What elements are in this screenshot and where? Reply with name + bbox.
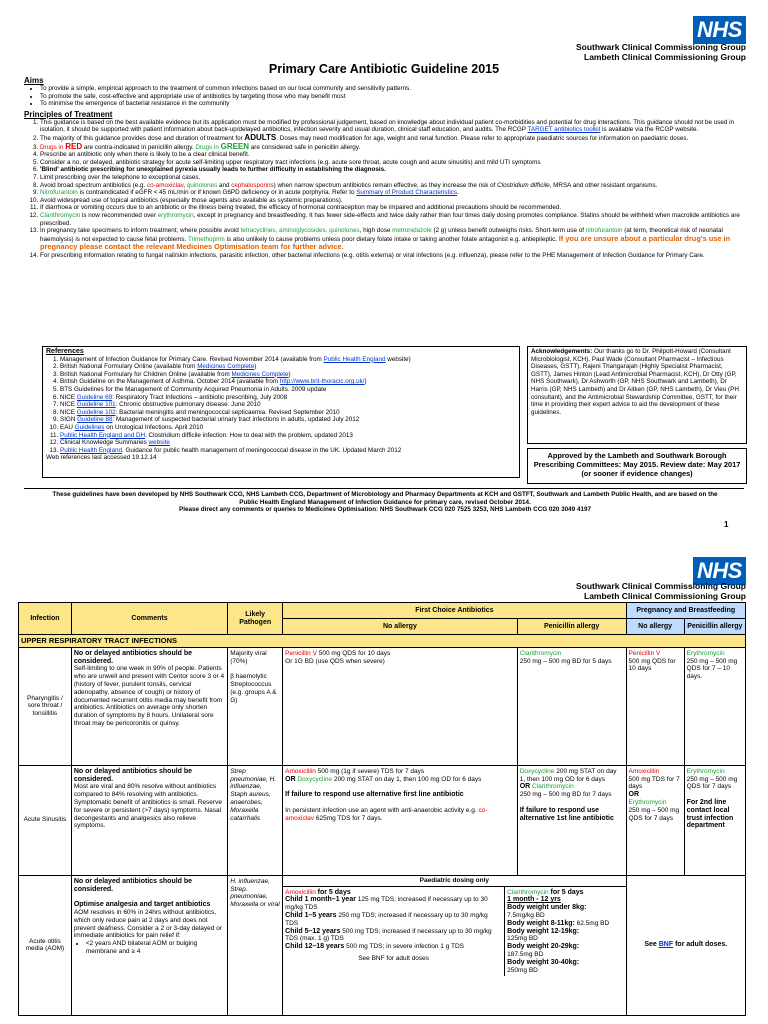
reference-link[interactable]: Guidelines <box>74 423 105 431</box>
reference-link[interactable]: Medicines Complete <box>197 363 255 371</box>
infection-name: Acute Sinusitis <box>19 765 72 875</box>
reference-link[interactable]: Public Health England and DH <box>60 431 146 439</box>
header-comments: Comments <box>71 603 227 635</box>
org-names <box>480 42 746 62</box>
reference-link[interactable]: http://www.brit-thoracic.org.uk/ <box>279 378 365 386</box>
org-names <box>480 581 746 601</box>
reference-item: 13. Public Health England. Guidance for public health management of meningococcal disease in the UK. Updated March 2012 <box>60 447 516 455</box>
page-number: 1 <box>724 520 729 529</box>
references-box <box>42 346 520 478</box>
footer-contact: Please direct any comments or queries to Medicines Optimisation: NHS Southwark CCG 020 7525 3253, NHS Lambeth CCG 020 3049 4197 <box>179 506 591 514</box>
pathogen-cell: H. influenzae, Strep. pneumoniae, Moraxella or viral <box>228 875 283 1015</box>
reference-link[interactable]: Guideline 101 <box>76 401 116 409</box>
pathogen-cell: Majority viral (70%) β haemolytic Streptococcus (e.g. groups A & G) <box>228 647 283 765</box>
nhs-logo: NHS <box>693 557 746 585</box>
reference-item: 1. Management of Infection Guidance for Primary Care. Revised November 2014 (available from Public Health England website) <box>60 356 516 364</box>
table-row <box>19 875 746 1015</box>
references-list <box>46 356 516 455</box>
aim-item: • To minimise the emergence of bacterial resistance in the community <box>40 100 742 108</box>
header-penicillin-allergy: Penicillin allergy <box>517 619 626 635</box>
no-allergy-cell: Amoxicillin 500 mg (1g if severe) TDS for 7 days OR Doxycycline 200 mg STAT on day 1, then 100 mg OD for 6 days If failure to respond use alternative first line antibiotic In persistent infection use an agent with anti-anaerobic activity e.g. co-amoxiclav 625mg TDS for 7 days. <box>283 765 518 875</box>
references-accessed: Web references last accessed 19.12.14 <box>46 454 157 462</box>
principle-5: 5. Consider a no, or delayed, antibiotic strategy for acute self-limiting upper respiratory tract infections (e.g. acute sore throat, acute cough and acute sinusitis) and mild UTI symptoms <box>40 159 742 167</box>
preg-penicillin-allergy-cell: Erythromycin 250 mg – 500 mg QDS for 7 days For 2nd line contact local trust infection department <box>684 765 745 875</box>
reference-item: 3. British National Formulary for Children Online (available from Medicines Complete) <box>60 371 516 379</box>
preg-see-bnf-cell: See BNF for adult doses. <box>626 875 745 1015</box>
document-body <box>24 76 742 259</box>
org-lambeth: Lambeth Clinical Commissioning Group <box>584 52 746 62</box>
reference-item: 4. British Guideline on the Management of Asthma. October 2014 (available from http://www.brit-thoracic.org.uk/) <box>60 378 516 386</box>
penicillin-allergy-cell: Doxycycline 200 mg STAT on day 1, then 100 mg OD for 6 days OR Clarithromycin 250 mg – 500 mg BD for 7 days If failure to respond use alternative 1st line antibiotic <box>517 765 626 875</box>
comments-cell: No or delayed antibiotics should be considered. Self-limiting to one week in 90% of people. Patients who are unwell and present with Centor score 3 or 4 (history of fever, purulent tonsils, cervical adenopathy, absence of cough) or history of documented recurrent otitis media may benefit from antibiotics. Antibiotics on average only shorten duration of symptoms by 8 hours. Unilateral sore throat may be pericoronitis or quinsy. <box>71 647 227 765</box>
reference-item: 5. BTS Guidelines for the Management of Community Acquired Pneumonia in Adults. 2009 update <box>60 386 516 394</box>
principle-1: 1. This guidance is based on the best available evidence but its application must be modified by professional judgement, based on knowledge about individual patient co-morbidities and potential for drug interactions. This guidance should not be used in isolation, it should be supported with patient information about back-up/delayed antibiotics, infection severity and usual duration, clinical staff education, and audits. The RCGP TARGET antibiotics toolkit is available via the RCGP website. <box>40 119 742 134</box>
principles-heading: Principles of Treatment <box>24 109 113 119</box>
nhs-logo: NHS <box>693 16 746 44</box>
pathogen-cell: Strep pneumoniae, H. influenzae, Staph aureus, anaerobes, Moraxella catarrhalis <box>228 765 283 875</box>
penicillin-allergy-cell: Clarithromycin 250 mg – 500 mg BD for 5 days <box>517 647 626 765</box>
header-preg-penicillin-allergy: Penicillin allergy <box>684 619 745 635</box>
reference-item: 2. British National Formulary Online (available from Medicines Complete) <box>60 363 516 371</box>
principle-8: 8. Avoid broad spectrum antibiotics (e.g. co-amoxiclav, quinolones and cephalosporins) when narrow spectrum antibiotics remain effective, as they increase the risk of Clostridium difficile, MRSA and other resistant organisms. <box>40 182 742 190</box>
reference-link[interactable]: Guideline 88 <box>77 416 113 424</box>
reference-item: 6. NICE Guideline 69: Respiratory Tract Infections – antibiotic prescribing, July 2008 <box>60 394 516 402</box>
reference-item: 7. NICE Guideline 101: Chronic obstructive pulmonary disease. June 2010 <box>60 401 516 409</box>
principle-2: 2. The majority of this guidance provides dose and duration of treatment for ADULTS. Doses may need modification for age, weight and renal function. Please refer to appropriate paediatric sources for information on paediatric doses. <box>40 134 742 143</box>
aims-list <box>24 85 742 108</box>
infection-name: Acute otitis media (AOM) <box>19 875 72 1015</box>
references-heading: References <box>46 348 84 355</box>
preg-no-allergy-cell: Amoxicillin 500 mg TDS for 7 days OR Erythromycin 250 mg – 500 mg QDS for 7 days <box>626 765 684 875</box>
principle-3: 3. Drugs in RED are contra-indicated in penicillin allergy. Drugs in GREEN are considered safe in penicillin allergy. <box>40 143 742 152</box>
section-urti: UPPER RESPIRATORY TRACT INFECTIONS <box>19 635 746 648</box>
paediatric-penicillin-allergy: Clarithromycin for 5 days 1 month - 12 yrs Body weight under 8kg: 7.5mg/kg BD Body weight 8-11kg: 62.5mg BD Body weight 12-19kg: 125mg BD Body weight 20-29kg: 187.5mg BD Body weight 30-40kg: 250mg BD <box>507 888 610 974</box>
principle-13: 13. In pregnancy take specimens to inform treatment; where possible avoid tetracyclines, aminoglycosides, quinolones, high dose metronidazole (2 g) unless benefit outweighs risks. Short-term use of nitrofurantoin (at term, theoretical risk of neonatal haemolysis) is not expected to cause fetal problems. Trimethoprim is also unlikely to cause problems unless poor dietary folate intake or taking another folate antagonist e.g. antiepileptic. If you are unsure about a particular drug's use in pregnancy please contact the relevant Medicines Optimisation team for further advice. <box>40 227 742 252</box>
header-pregnancy: Pregnancy and Breastfeeding <box>626 603 745 619</box>
acknowledgements-box <box>527 346 747 444</box>
reference-link[interactable]: website <box>148 439 170 447</box>
antibiotic-table <box>18 602 746 1016</box>
paediatric-label: Paediatric dosing only <box>283 876 625 887</box>
reference-link[interactable]: Guideline 69 <box>76 393 113 401</box>
ack-heading: Acknowledgements: <box>531 348 593 355</box>
principle-14: 14. For prescribing information relating to fungal nail/skin infections, parasitic infection, other bacterial infections (e.g. otitis externa) or viral infections (e.g. influenza), please refer to the PHE Management of Infection Guidance for Primary Care. <box>40 252 742 260</box>
principles-list <box>24 119 742 260</box>
table-row <box>19 765 746 875</box>
infection-name: Pharyngitis / sore throat / tonsillitis <box>19 647 72 765</box>
principle-11: 11. If diarrhoea or vomiting occurs due to an antibiotic or the illness being treated, the efficacy of hormonal contraception may be impaired and additional precautions should be recommended. <box>40 204 742 212</box>
footer <box>50 491 720 514</box>
reference-item: 10. EAU Guidelines on Urological Infections. April 2010 <box>60 424 516 432</box>
target-toolkit-link[interactable]: TARGET antibiotics toolkit <box>527 126 601 134</box>
reference-link[interactable]: Public Health England <box>323 355 386 363</box>
principle-6: 6. 'Blind' antibiotic prescribing for unexplained pyrexia usually leads to further difficulty in establishing the diagnosis. <box>40 166 742 174</box>
aim-item: • To provide a simple, empirical approach to the treatment of common infections based on our local community and sensitivity patterns. <box>40 85 742 93</box>
comments-cell: No or delayed antibiotics should be considered. Most are viral and 80% resolve without antibiotics compared to 84% resolving with antibiotics. Symptomatic benefit of antibiotics is small. Reserve for severe or persistent (>7 days) symptoms. Nasal decongestants and analgesics also relieve symptoms. <box>71 765 227 875</box>
table-row <box>19 647 746 765</box>
page-title: Primary Care Antibiotic Guideline 2015 <box>268 62 500 76</box>
comments-cell: No or delayed antibiotics should be considered. Optimise analgesia and target antibiotics AOM resolves in 60% in 24hrs without antibiotics, which only reduce pain at 2 days and does not prevent deafness. Consider a 2 or 3-day delayed or immediate antibiotics for pain relief if: • <2 years AND bilateral AOM or bulging membrane and ≥ 4 <box>71 875 227 1015</box>
preg-no-allergy-cell: Penicillin V 500 mg QDS for 10 days <box>626 647 684 765</box>
principle-9: 9. Nitrofurantoin is contraindicated if eGFR < 45 mL/min or if known G6PD deficiency or in acute porphyria. Refer to Summary of Product Characteristics. <box>40 189 742 197</box>
paediatric-no-allergy: Amoxicillin for 5 days Child 1 month–1 year 125 mg TDS; increased if necessary up to 30 mg/kg TDS Child 1–5 years 250 mg TDS; increased if necessary up to 30 mg/kg TDS Child 5–12 years 500 mg TDS; increased if necessary up to 30 mg/kg TDS (max. 1 g) TDS Child 12–18 years 500 mg TDS; in severe infection 1 g TDS See BNF for adult doses <box>283 887 505 977</box>
approval-box: Approved by the Lambeth and Southwark Borough Prescribing Committees: May 2015. Review date: May 2017 (or sooner if evidence changes) <box>527 448 747 484</box>
reference-item: 8. NICE Guideline 102: Bacterial meningitis and meningococcal septicaemia. Revised September 2010 <box>60 409 516 417</box>
reference-link[interactable]: Guideline 102 <box>76 408 116 416</box>
principle-10: 10. Avoid widespread use of topical antibiotics (especially those agents also available as systemic preparations). <box>40 197 742 205</box>
reference-link[interactable]: Public Health England <box>60 446 122 454</box>
header-first-choice: First Choice Antibiotics <box>283 603 626 619</box>
header-infection: Infection <box>19 603 72 635</box>
aim-item: • To promote the safe, cost-effective and appropriate use of antibiotics by targeting those who may benefit most <box>40 93 742 101</box>
aims-heading: Aims <box>24 76 44 85</box>
ack-text: Our thanks go to Dr. Philpott-Howard (Consultant Microbiologist, KCH), Paul Wade (Consultant Pharmacist – Infectious Diseases, GSTT), Rajeni Thangarajah (Highly Specialist Pharmacist, GSTT), James Hinton (Lead Antimicrobial Pharmacist, KCH), Dr Otty (GP, NHS Southwark), Dr Ashworth (GP, NHS Southwark and Lambeth), Dr Harris (GP, NHS Lambeth) and Dr Aitken (GP, NHS Lambeth), Dr Vieu (PH consultant), and the Antimicrobial Stewardship Committee, GSTT, for their time in providing their expert advice to aid the development of these guidelines. <box>531 348 739 416</box>
reference-link[interactable]: Medicines Complete <box>231 370 289 378</box>
footer-development: These guidelines have been developed by NHS Southwark CCG, NHS Lambeth CCG, Department of Microbiology and Pharmacy Departments at KCH and GSTFT, Southwark and Lambeth Public Health, and are based on the Public Health England Management of Infection Guidance for primary care, revised October 2014. <box>52 491 718 506</box>
principle-4: 4. Prescribe an antibiotic only when there is likely to be a clear clinical benefit. <box>40 151 742 159</box>
org-lambeth: Lambeth Clinical Commissioning Group <box>584 591 746 601</box>
bnf-link[interactable]: BNF <box>658 941 674 949</box>
reference-item: 9. SIGN Guideline 88: Management of suspected bacterial urinary tract infections in adults, updated July 2012 <box>60 416 516 424</box>
preg-penicillin-allergy-cell: Erythromycin 250 mg – 500 mg QDS for 7 – 10 days. <box>684 647 745 765</box>
header-preg-no-allergy: No allergy <box>626 619 684 635</box>
header-pathogen: Likely Pathogen <box>228 603 283 635</box>
principle-7: 7. Limit prescribing over the telephone to exceptional cases. <box>40 174 742 182</box>
org-southwark: Southwark Clinical Commissioning Group <box>575 581 746 591</box>
no-allergy-cell: Penicillin V 500 mg QDS for 10 days Or 1G BD (use QDS when severe) <box>283 647 518 765</box>
header-no-allergy: No allergy <box>283 619 518 635</box>
reference-item: 12. Clinical Knowledge Summaries website <box>60 439 516 447</box>
spc-link[interactable]: Summary of Product Characteristics <box>356 189 458 197</box>
principle-12: 12. Clarithromycin is now recommended over erythromycin, except in pregnancy and breastfeeding. It has fewer side-effects and twice daily rather than four times daily dosing promotes compliance. Statins should be withheld when macrolide antibiotics are prescribed. <box>40 212 742 227</box>
org-southwark: Southwark Clinical Commissioning Group <box>575 42 746 52</box>
reference-item: 11. Public Health England and DH. Clostridium difficile infection: How to deal with the problem, updated 2013 <box>60 432 516 440</box>
paediatric-cell <box>283 875 626 1015</box>
